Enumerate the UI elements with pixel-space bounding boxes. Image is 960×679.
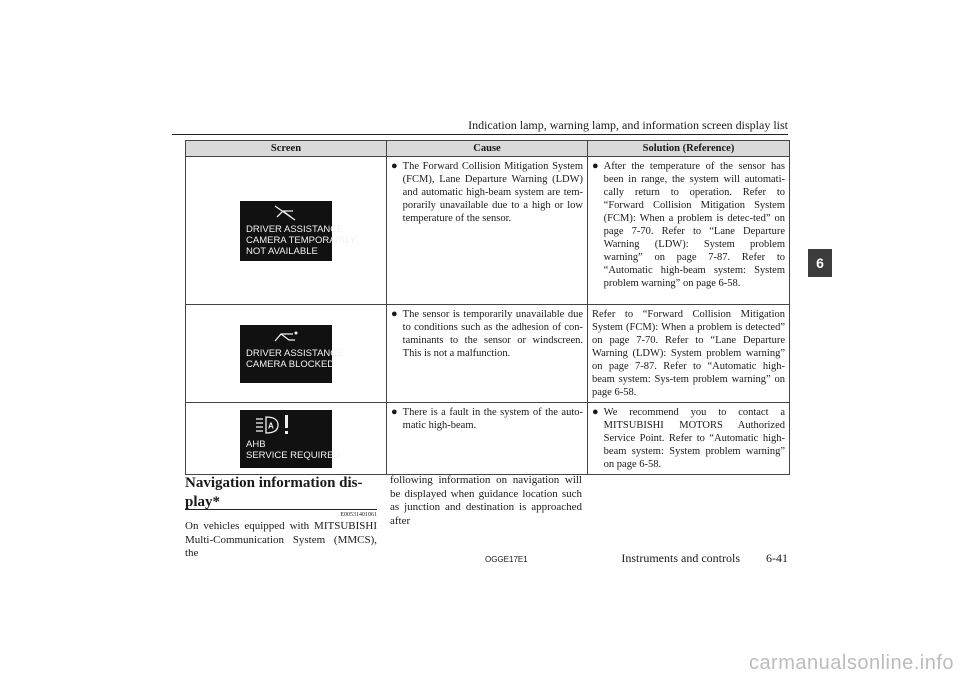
section-heading: Navigation information dis-play* bbox=[185, 475, 363, 510]
table-header-row bbox=[186, 141, 790, 157]
body-text-column-1: On vehicles equipped with MITSUBISHI Multi-Communication System (MMCS), the bbox=[185, 520, 377, 559]
page-footer bbox=[621, 551, 788, 566]
column-header-screen: Screen bbox=[186, 141, 387, 157]
running-header: Indication lamp, warning lamp, and information screen display list bbox=[468, 118, 788, 132]
table-row bbox=[186, 403, 790, 475]
solution-text: After the temperature of the sensor has been in range, the system will automati-cally return to operation. Refer to “Forward Collision Mitigation System (FCM): When a problem is detec-ted” on page 7-70. Refer to “Lane Departure Warning (LDW): System problem warning” on page 7-87. Refer to “Automatic high-beam system: System problem warning” on page 6-58. bbox=[603, 161, 785, 289]
cause-cell bbox=[387, 403, 588, 475]
display-screen-camera-blocked bbox=[240, 325, 344, 383]
screen-text-line: SERVICE REQUIRED bbox=[246, 449, 341, 461]
footer-section-name: Instruments and controls bbox=[621, 551, 740, 565]
column-header-solution: Solution (Reference) bbox=[588, 141, 790, 157]
document-code: OGGE17E1 bbox=[485, 555, 528, 564]
solution-cell bbox=[588, 403, 790, 475]
solution-cell bbox=[588, 157, 790, 305]
solution-text: Refer to “Forward Collision Mitigation System (FCM): When a problem is detected” on page 7-70. Refer to “Lane Departure Warning (LDW): System problem warning” on page 7-87. Refer to “Automatic high-beam system: Sys-tem problem warning” on page 6-58. bbox=[592, 309, 785, 398]
table-row bbox=[186, 305, 790, 403]
screen-text-line: DRIVER ASSISTANCE bbox=[246, 347, 344, 359]
screen-text-line: AHB bbox=[246, 438, 266, 450]
camera-blocked-icon bbox=[271, 329, 301, 345]
bullet-icon: ● bbox=[391, 308, 398, 320]
column-header-cause: Cause bbox=[387, 141, 588, 157]
cause-cell bbox=[387, 305, 588, 403]
screen-cell bbox=[186, 403, 387, 475]
screen-cell bbox=[186, 305, 387, 403]
cause-text: There is a fault in the system of the auto-matic high-beam. bbox=[402, 407, 583, 431]
bullet-icon: ● bbox=[592, 160, 599, 172]
display-screen-ahb-service bbox=[240, 410, 341, 468]
site-watermark: carmanualsonline.info bbox=[748, 652, 954, 674]
svg-text:A: A bbox=[268, 421, 274, 430]
page-number: 6-41 bbox=[766, 551, 788, 565]
screen-text-line: CAMERA BLOCKED bbox=[246, 358, 335, 370]
cause-cell bbox=[387, 157, 588, 305]
bullet-icon: ● bbox=[391, 406, 398, 418]
display-screen-camera-temporarily bbox=[240, 201, 356, 261]
reference-table bbox=[185, 140, 790, 475]
heading-rule bbox=[185, 509, 377, 510]
solution-cell bbox=[588, 305, 790, 403]
header-rule bbox=[172, 134, 788, 135]
screen-cell bbox=[186, 157, 387, 305]
screen-text-line: DRIVER ASSISTANCE bbox=[246, 223, 344, 235]
body-text-column-2: following information on navigation will be displayed when guidance location such as junction and destination is approached after bbox=[390, 474, 582, 527]
solution-text: We recommend you to contact a MITSUBISHI MOTORS Authorized Service Point. Refer to “Automatic high-beam system: System problem warning” on page 6-58. bbox=[603, 407, 785, 470]
section-code: E00531401061 bbox=[340, 512, 377, 518]
cause-text: The sensor is temporarily unavailable due to conditions such as the adhesion of con-taminants to the sensor or windscreen. This is not a malfunction. bbox=[402, 309, 583, 359]
screen-text-line: NOT AVAILABLE bbox=[246, 245, 318, 257]
screen-text-line: CAMERA TEMPORARILY bbox=[246, 234, 356, 246]
chapter-tab[interactable]: 6 bbox=[808, 249, 832, 277]
bullet-icon: ● bbox=[391, 160, 398, 172]
bullet-icon: ● bbox=[592, 406, 599, 418]
camera-crossed-icon bbox=[271, 205, 301, 221]
auto-high-beam-warning-icon bbox=[254, 414, 294, 436]
table-row bbox=[186, 157, 790, 305]
cause-text: The Forward Collision Mitigation System (FCM), Lane Departure Warning (LDW) and automatic high-beam system are tem-porarily unavailable due to a high or low temperature of the sensor. bbox=[402, 161, 583, 224]
